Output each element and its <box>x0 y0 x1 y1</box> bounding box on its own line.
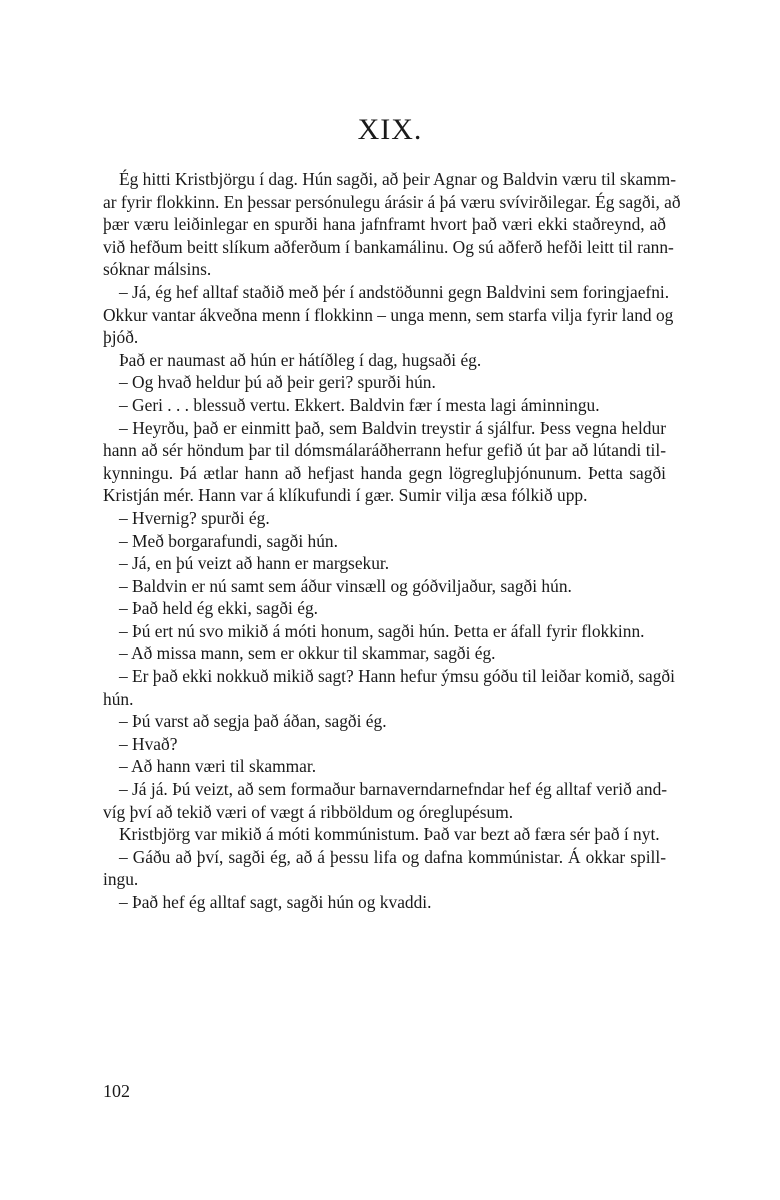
text-line: – Þú ert nú svo mikið á móti honum, sagði hún. Þetta er áfall fyrir flokkinn. <box>119 620 645 641</box>
text-line: – Já já. Þú veizt, að sem formaður barnaverndarnefndar hef ég alltaf verið and- <box>119 779 668 800</box>
paragraph <box>103 733 666 756</box>
text-line: – Hvað? <box>119 733 178 754</box>
paragraph <box>103 575 666 598</box>
text-line: kynningu. Þá ætlar hann að hefjast handa gegn lögregluþjónunum. Þetta sagði <box>103 462 666 483</box>
text-line: ingu. <box>103 869 139 890</box>
text-line: Kristbjörg var mikið á móti kommúnistum. Það var bezt að færa sér það í nyt. <box>119 824 660 845</box>
text-line: víg því að tekið væri of vægt á ribböldum og óreglupésum. <box>103 801 514 822</box>
paragraph <box>103 891 666 914</box>
paragraph <box>103 371 666 394</box>
text-line: þær væru leiðinlegar en spurði hana jafnframt hvort það væri ekki staðreynd, að <box>103 214 666 235</box>
text-line: – Hvernig? spurði ég. <box>119 507 270 528</box>
text-line: – Heyrðu, það er einmitt það, sem Baldvin treystir á sjálfur. Þess vegna heldur <box>119 417 666 438</box>
body-text <box>103 168 681 914</box>
text-line: – Já, en þú veizt að hann er margsekur. <box>119 553 390 574</box>
text-line: sóknar málsins. <box>103 259 212 280</box>
text-line: – Að hann væri til skammar. <box>119 756 317 777</box>
text-line: hún. <box>103 688 134 709</box>
text-line: – Og hvað heldur þú að þeir geri? spurði hún. <box>119 372 436 393</box>
text-line: þjóð. <box>103 327 139 348</box>
text-line: – Að missa mann, sem er okkur til skammar, sagði ég. <box>119 643 496 664</box>
paragraph <box>103 778 666 823</box>
paragraph <box>103 642 666 665</box>
paragraph <box>103 530 666 553</box>
paragraph <box>103 755 666 778</box>
paragraph <box>103 394 666 417</box>
text-line: Kristján mér. Hann var á klíkufundi í gær. Sumir vilja æsa fólkið upp. <box>103 485 588 506</box>
paragraph <box>103 823 666 846</box>
paragraph <box>103 552 666 575</box>
text-line: – Já, ég hef alltaf staðið með þér í andstöðunni gegn Baldvini sem foringjaefni. <box>119 281 670 302</box>
text-line: – Er það ekki nokkuð mikið sagt? Hann hefur ýmsu góðu til leiðar komið, sagði <box>119 666 675 687</box>
paragraph <box>103 620 666 643</box>
paragraph <box>103 597 666 620</box>
paragraph <box>103 168 681 281</box>
text-line: Okkur vantar ákveðna menn í flokkinn – unga menn, sem starfa vilja fyrir land og <box>103 304 674 325</box>
text-line: Það er naumast að hún er hátíðleg í dag, hugsaði ég. <box>119 349 482 370</box>
text-line: – Baldvin er nú samt sem áður vinsæll og góðviljaður, sagði hún. <box>119 575 572 596</box>
text-line: hann að sér höndum þar til dómsmálaráðherrann hefur gefið út þar að lútandi til- <box>103 440 666 461</box>
text-line: – Geri . . . blessuð vertu. Ekkert. Baldvin fær í mesta lagi áminningu. <box>119 394 600 415</box>
text-line: – Það held ég ekki, sagði ég. <box>119 598 318 619</box>
text-line: Ég hitti Kristbjörgu í dag. Hún sagði, að þeir Agnar og Baldvin væru til skamm- <box>119 169 677 189</box>
text-line: – Með borgarafundi, sagði hún. <box>119 530 338 551</box>
text-line: – Þú varst að segja það áðan, sagði ég. <box>119 711 387 732</box>
paragraph <box>103 281 674 349</box>
chapter-title: XIX. <box>357 113 423 146</box>
text-line: – Það hef ég alltaf sagt, sagði hún og kvaddi. <box>119 892 432 912</box>
paragraph <box>103 507 666 530</box>
text-line: – Gáðu að því, sagði ég, að á þessu lifa og dafna kommúnistar. Á okkar spill- <box>119 846 666 867</box>
paragraph <box>103 846 666 891</box>
paragraph <box>103 710 666 733</box>
paragraph <box>103 665 675 710</box>
paragraph <box>103 417 666 507</box>
page-number: 102 <box>103 1081 130 1101</box>
text-line: við hefðum beitt slíkum aðferðum í bankamálinu. Og sú aðferð hefði leitt til rann- <box>103 236 674 257</box>
paragraph <box>103 349 666 372</box>
text-line: ar fyrir flokkinn. En þessar persónulegu árásir á þá væru svívirðilegar. Ég sagði, að <box>103 191 681 212</box>
